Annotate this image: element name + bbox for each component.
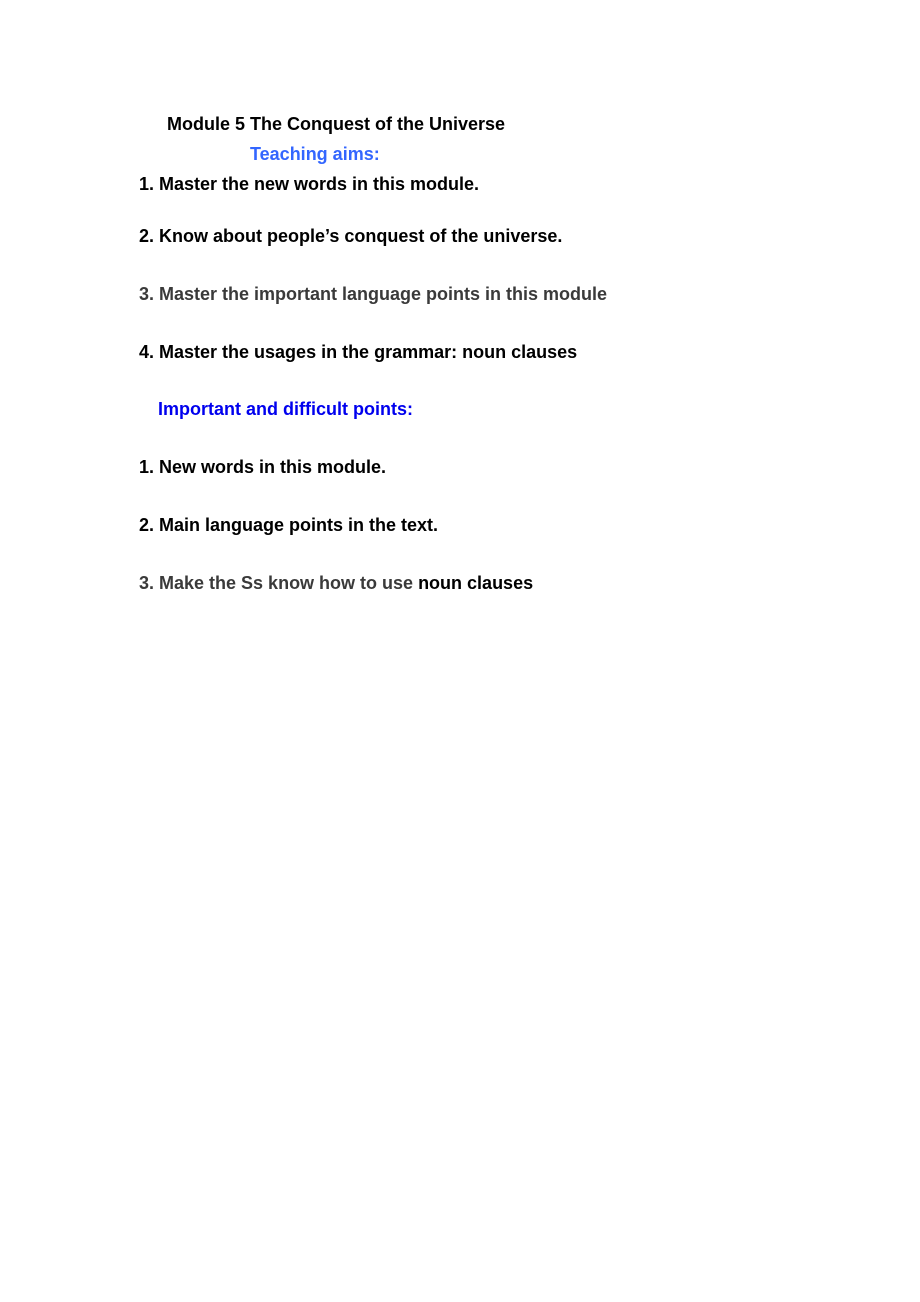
point-item-3-lead: 3. Make the Ss know how to use bbox=[139, 573, 419, 593]
aim-item-4: 4. Master the usages in the grammar: noun clauses bbox=[139, 342, 578, 362]
aim-item-1: 1. Master the new words in this module. bbox=[139, 174, 480, 194]
aim-item-2: 2. Know about people’s conquest of the universe. bbox=[139, 226, 563, 246]
title-main: The Conquest of the Universe bbox=[250, 114, 506, 134]
teaching-aims-heading: Teaching aims: bbox=[250, 144, 380, 164]
point-item-1: 1. New words in this module. bbox=[139, 457, 387, 477]
document-title bbox=[167, 114, 505, 134]
aim-item-3: 3. Master the important language points in this module bbox=[139, 284, 608, 304]
points-heading: Important and difficult points: bbox=[158, 399, 413, 419]
point-item-3 bbox=[139, 573, 533, 593]
point-item-2: 2. Main language points in the text. bbox=[139, 515, 439, 535]
point-item-3-tail: noun clauses bbox=[418, 573, 534, 593]
title-prefix: Module 5 bbox=[167, 114, 251, 134]
